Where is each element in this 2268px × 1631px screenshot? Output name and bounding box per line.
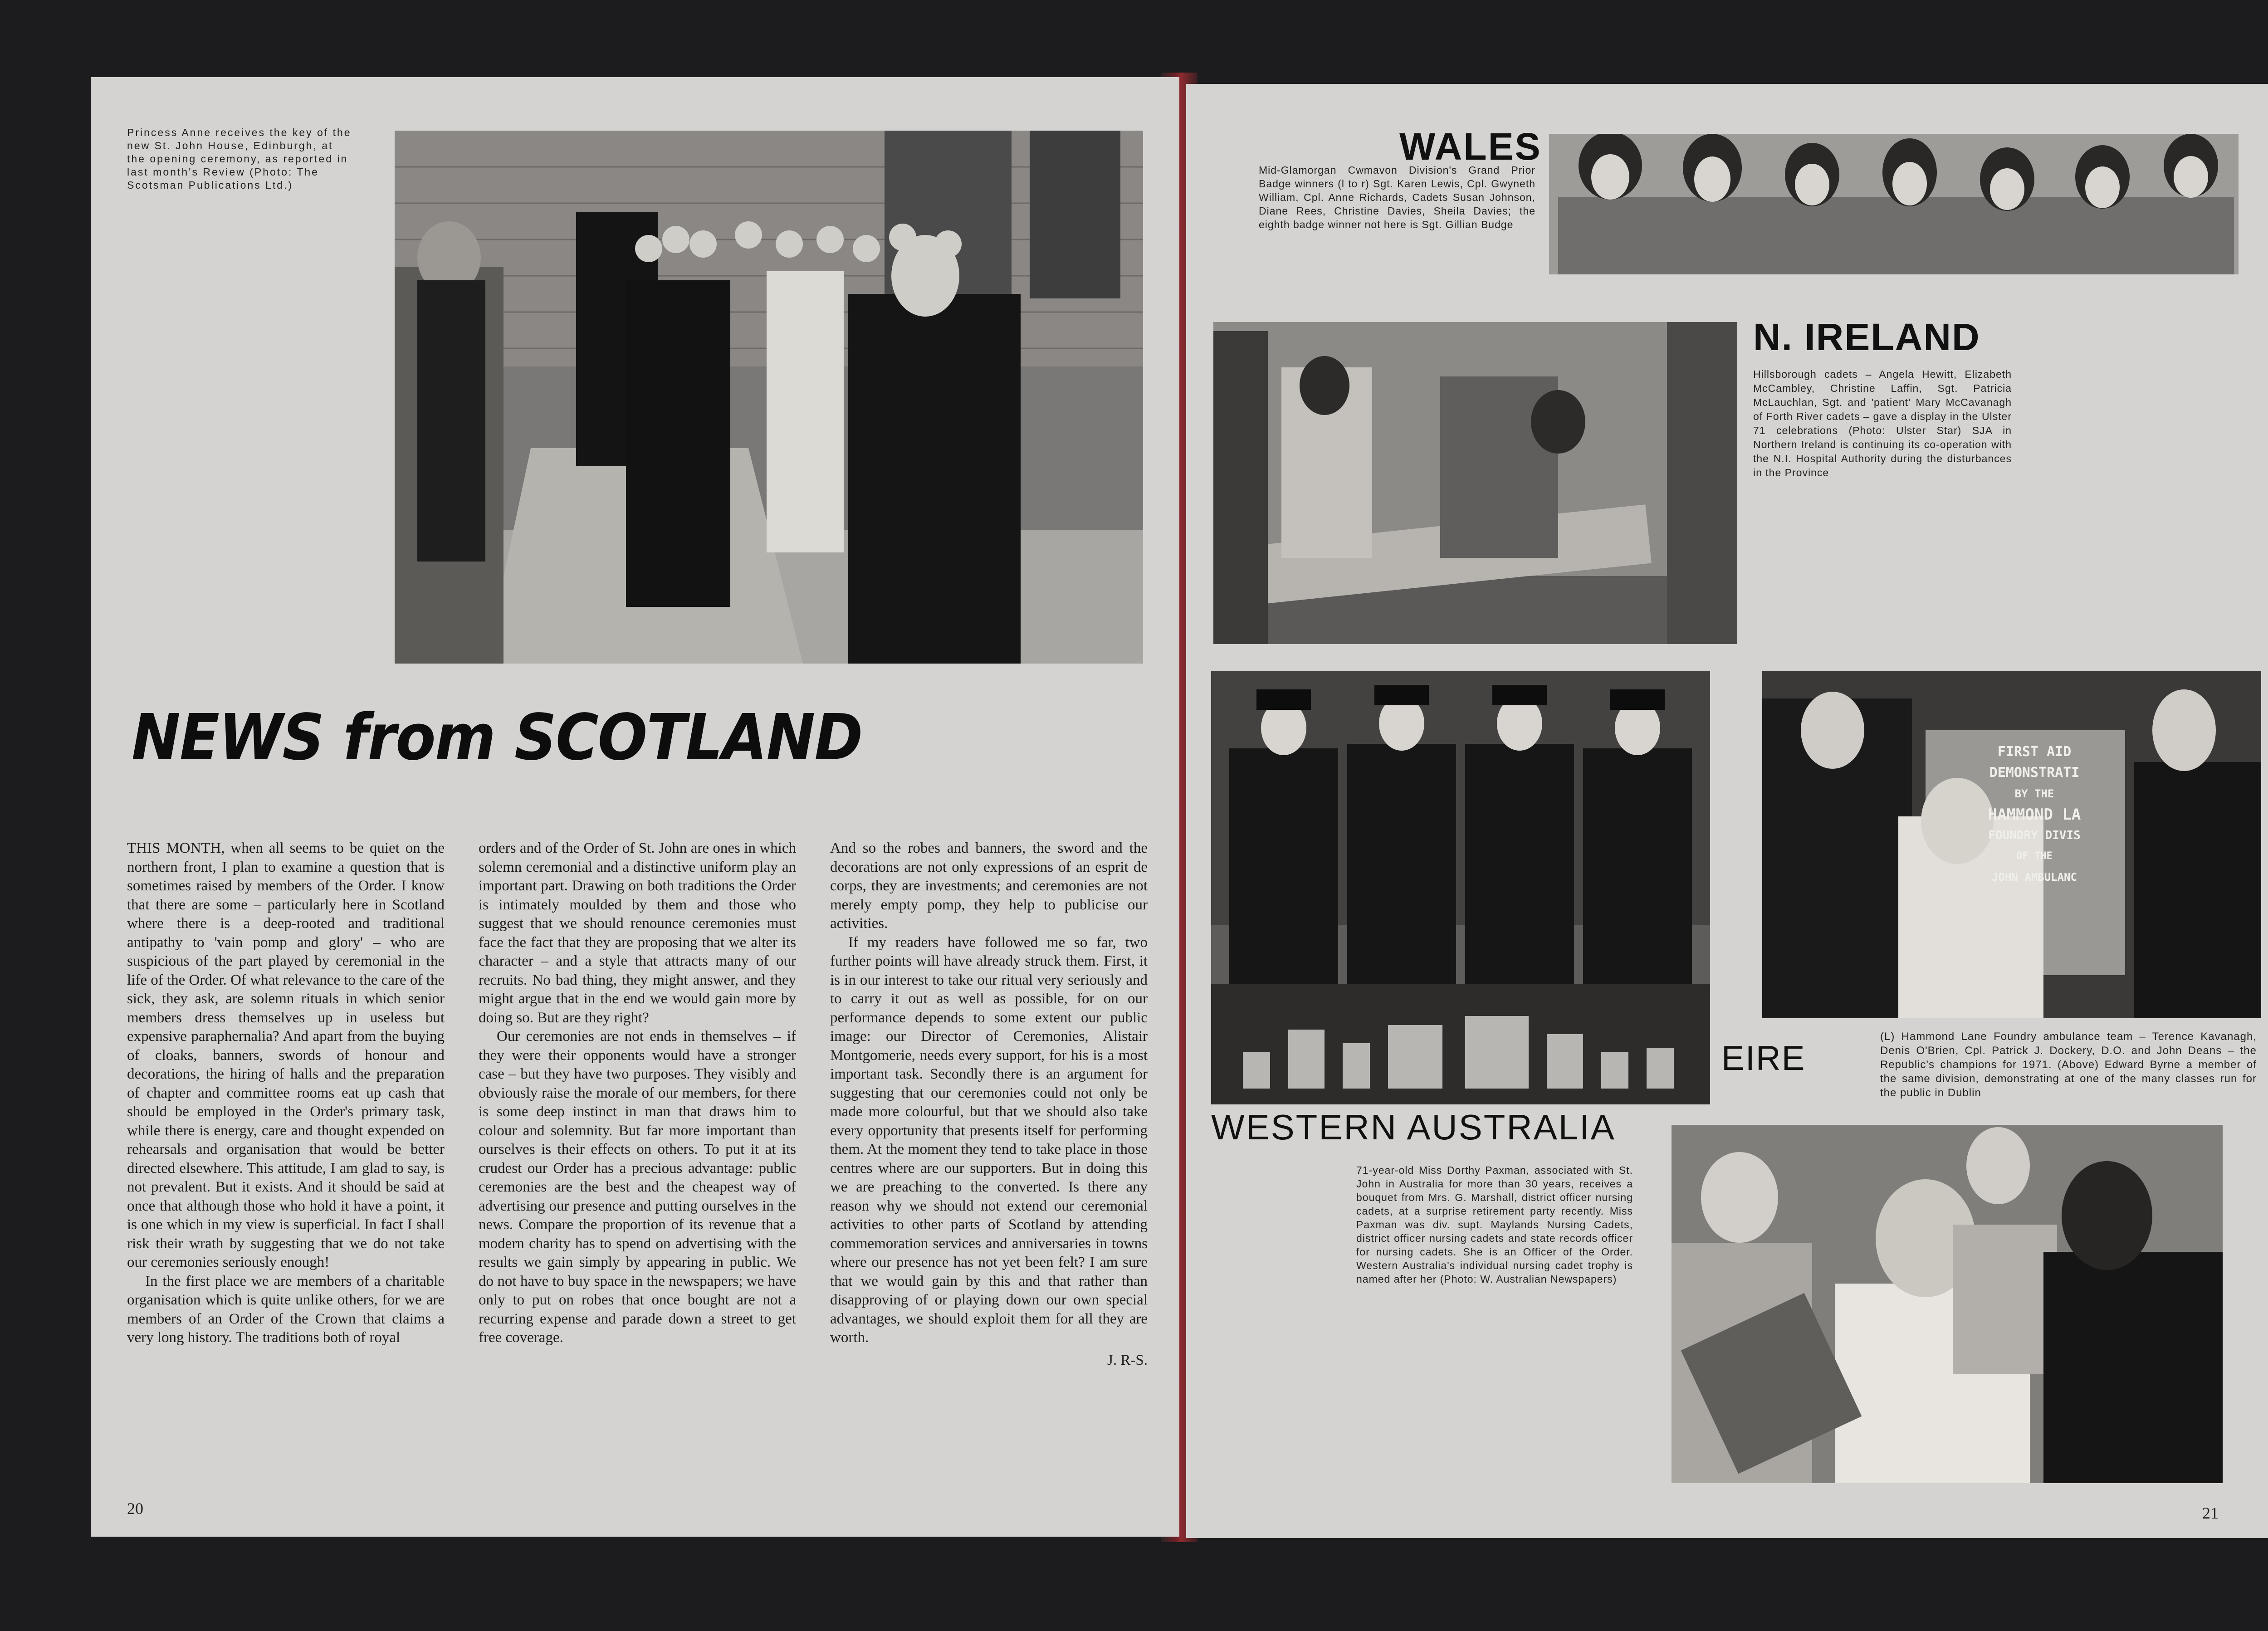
hammond-lane-team-photo	[1211, 671, 1710, 1104]
wales-caption: Mid-Glamorgan Cwmavon Division's Grand Prior Badge winners (l to r) Sgt. Karen Lewis, Cpl. Gwyneth William, Cpl. Anne Richards, Cadets Susan Johnson, Diane Rees, Christine Davies, Sheila Davies; the eighth badge winner not here is Sgt. Gillian Budge	[1259, 164, 1535, 230]
article-paragraph: Our ceremonies are not ends in themselves – if they were their opponents would have a stronger case – but they have two purposes. They visibly and obviously raise the morale of our members, for there is some deep instinct in man that draws him to colour and solemnity. But far more important than ourselves is their effects on others. To put it at its crudest our Order has a precious advantage: public ceremonies are the best and the cheapest way of advertising our presence and putting ourselves in the news. Compare the proportion of its revenue that a modern charity has to spend on advertising with the results we gain simply by appearing in public. We do not have to buy space in the newspapers; we have only to put on robes that once bought are not a recurring expense and parade down a street to get free coverage.	[479, 1028, 796, 1346]
article-title: NEWS from SCOTLAND	[132, 701, 862, 775]
article-paragraph: In the first place we are members of a charitable organisation which is quite unlike others, for we are members of an Order of the Crown that claims a very long history. The traditions both of royal	[127, 1273, 445, 1346]
sign-line: FIRST AID DEMONSTRATI	[1989, 744, 2080, 781]
st-john-house-opening-photo	[395, 131, 1143, 664]
sign-line: OF THE	[2016, 850, 2053, 862]
page-number: 20	[127, 1499, 143, 1518]
article-paragraph: If my readers have followed me so far, two further points will have already struck them. First, it is in our interest to take our ritual very seriously and to carry it out as well as possible, for on our performance depends to some extent our public image: our Director of Ceremonies, Alistair Montgomerie, needs every support, for his is a most important task. Secondly there is an argument for suggesting that our ceremonies could not only be made more colourful, but that we should also take every opportunity that presents itself for performing them. At the moment they tend to take place in those centres where are our supporters. But in doing this we are preaching to the converted. Is there any reason why we should not extend our ceremonial activities to other parts of Scotland by attending commemoration services and anniversaries in towns where our presence has not yet been felt? I am sure that we would gain by this and that rather than disapproving of or playing down our own special advantages, we should exploit them for all they are worth.	[830, 934, 1148, 1346]
article-column-1	[127, 839, 445, 1348]
page-number: 21	[2202, 1504, 2219, 1522]
sign-line: HAMMOND LA	[1988, 806, 2081, 824]
wales-cadets-photo	[1549, 134, 2239, 274]
left-page	[91, 77, 1179, 1537]
n-ireland-cadets-photo	[1213, 322, 1737, 644]
wales-heading: WALES	[1399, 125, 1542, 168]
eire-banner-sign	[1957, 742, 2112, 888]
n-ireland-caption: Hillsborough cadets – Angela Hewitt, Elizabeth McCambley, Christine Laffin, Sgt. Patricia McLauchlan, Sgt. and 'patient' Mary McCavanagh of Forth River cadets – gave a display in the Ulster 71 celebrations (Photo: Ulster Star) SJA in Northern Ireland is continuing its co-operation with the N.I. Hospital Authority during the disturbances in the Province	[1753, 368, 2012, 479]
right-page	[1186, 84, 2268, 1538]
article-paragraph: THIS MONTH, when all seems to be quiet on the northern front, I plan to examine a question that is sometimes raised by members of the Order. I know that there are some – particularly here in Scotland where there is a deep-rooted and traditional antipathy to 'vain pomp and glory' – who are suspicious of the part played by ceremonial in the life of the Order. Of what relevance to the care of the sick, they ask, are solemn rituals in which senior members dress themselves up in useless but expensive paraphernalia? And apart from the buying of cloaks, banners, swords of honour and decorations, the hiring of halls and the preparation of chapter and committee rooms eat up cash that should be employed in the Order's primary task, while there is energy, care and thought expended on rehearsals and organisation that would be better directed elsewhere. This attitude, I am glad to say, is not prevalent. But it exists. And it should be said at once that although those who hold it have a point, it is one which in my view is superficial. In fact I shall risk their wrath by suggesting that we do not take our ceremonies seriously enough!	[127, 840, 445, 1270]
eire-heading: EIRE	[1721, 1039, 1806, 1078]
sign-line: FOUNDRY DIVIS	[1988, 829, 2081, 842]
article-column-3	[830, 839, 1148, 1370]
sign-line: JOHN AMBULANC	[1992, 871, 2077, 884]
article-paragraph: And so the robes and banners, the sword and the decorations are not only expressions of an esprit de corps, they are investments; and ceremonies are not merely empty pomp, they help to publicise our activities.	[830, 840, 1148, 932]
top-photo-caption: Princess Anne receives the key of the new St. John House, Edinburgh, at the opening ceremony, as reported in last month's Review (Photo: The Scotsman Publications Ltd.)	[127, 127, 352, 191]
eire-caption: (L) Hammond Lane Foundry ambulance team – Terence Kavanagh, Denis O'Brien, Cpl. Patrick J. Dockery, D.O. and John Deans – the Republic's champions for 1971. (Above) Edward Byrne a member of the same division, demonstrating at one of the many classes run for the public in Dublin	[1880, 1030, 2257, 1099]
western-australia-caption: 71-year-old Miss Dorthy Paxman, associated with St. John in Australia for more than 30 years, receives a bouquet from Mrs. G. Marshall, district officer nursing cadets, at a surprise retirement party recently. Miss Paxman was div. supt. Maylands Nursing Cadets, district officer nursing cadets and state records officer for nursing cadets. She is an Officer of the Order. Western Australia's individual nursing cadet trophy is named after her (Photo: W. Australian Newspapers)	[1356, 1164, 1633, 1285]
western-australia-presentation-photo	[1672, 1125, 2223, 1483]
n-ireland-heading: N. IRELAND	[1753, 316, 1980, 358]
western-australia-heading: WESTERN AUSTRALIA	[1211, 1107, 1616, 1147]
article-paragraph: orders and of the Order of St. John are ones in which solemn ceremonial and a distinctive uniform play an important part. Drawing on both traditions the Order is intimately moulded by them and those who suggest that we should renounce ceremonies must face the fact that they are proposing that we alter its character – and a style that attracts many of our recruits. No bad thing, they might answer, and they might argue that in the end we would gain more by doing so. But are they right?	[479, 840, 796, 1026]
author-signature: J. R-S.	[1107, 1352, 1148, 1368]
sign-line: BY THE	[2014, 787, 2054, 800]
article-column-2	[479, 839, 796, 1348]
